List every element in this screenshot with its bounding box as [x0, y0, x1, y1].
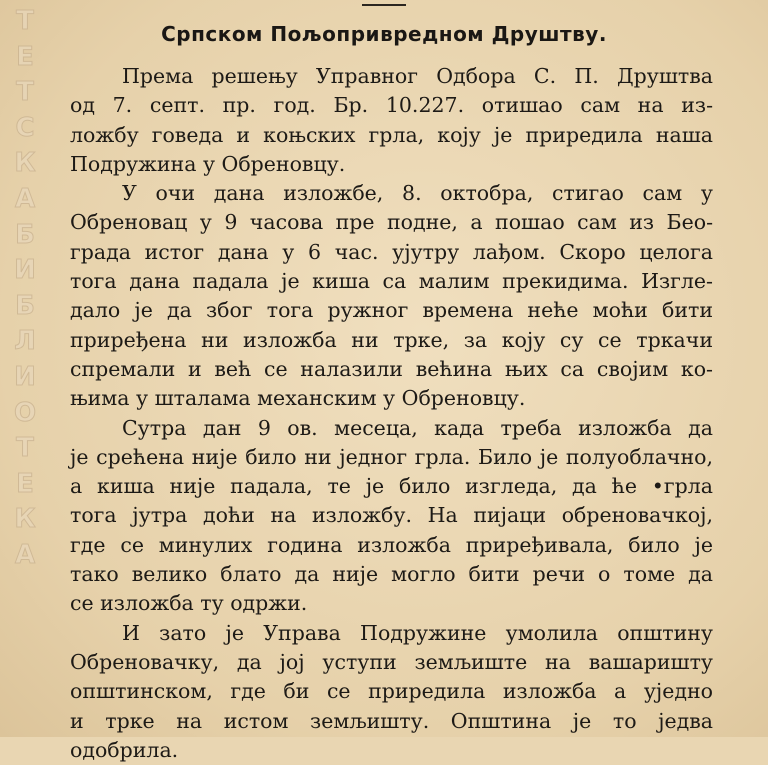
- text-line: тога јутра доћи на изложбу. На пијаци обреновачкој,: [70, 503, 713, 528]
- text-line: приређена ни изложба ни трке, за коју су се тркачи: [70, 327, 713, 352]
- stamp-letter: К: [14, 504, 36, 535]
- text-line: Обреновац у 9 часова пре подне, а пошао сам из Бео-: [70, 210, 713, 235]
- letter-body: [70, 62, 713, 765]
- text-line: се изложба ту одржи.: [70, 591, 308, 616]
- stamp-letter: К: [14, 148, 36, 179]
- text-line: спремали и већ се налазили већина њих са својим ко-: [70, 356, 713, 381]
- stamp-letter: Б: [15, 290, 35, 321]
- stamp-letter: Т: [16, 77, 34, 108]
- text-line: дало је да због тога ружног времена неће моћи бити: [70, 298, 713, 323]
- text-line: Подружина у Обреновцу.: [70, 151, 346, 176]
- stamp-letter: О: [13, 397, 37, 428]
- stamp-letter: С: [15, 112, 35, 143]
- text-line: Према решењу Управног Одбора С. П. Друштва: [122, 64, 713, 88]
- text-line: Сутра дан 9 ов. месеца, када треба изложба да: [122, 415, 713, 440]
- text-line: општинском, где би се приредила изложба а уједно: [70, 679, 713, 704]
- text-line: где се минулих година изложба приређивала, било је: [70, 532, 713, 557]
- stamp-letter: И: [14, 361, 36, 392]
- stamp-letter: Л: [14, 326, 36, 357]
- text-line: је срећена није било ни једног грла. Било је полуоблачно,: [70, 444, 713, 469]
- text-line: тако велико блато да није могло бити речи о томе да: [70, 562, 713, 587]
- stamp-letter: Т: [16, 433, 34, 464]
- page-heading: Српском Пољопривредном Друштву.: [161, 22, 607, 46]
- text-line: ложбу говеда и коњских грла, коју је приредила наша: [70, 122, 713, 147]
- text-line: Обреновачку, да јој уступи земљиште на вашаришту: [70, 649, 713, 674]
- stamp-letter: Т: [16, 6, 34, 36]
- text-line: и трке на истом земљишту. Општина је то једва: [70, 708, 713, 733]
- text-line: одобрила.: [70, 737, 179, 762]
- top-rule: [362, 4, 406, 6]
- text-line: њима у шталама механским у Обреновцу.: [70, 386, 526, 411]
- library-stamp: [10, 8, 40, 568]
- stamp-letter: А: [14, 539, 36, 570]
- stamp-letter: Е: [16, 468, 34, 499]
- stamp-letter: А: [14, 183, 36, 214]
- stamp-letter: Б: [15, 219, 35, 250]
- text-line: од 7. септ. пр. год. Бр. 10.227. отишао сам на из-: [70, 93, 713, 118]
- text-line: тога дана падала је киша са малим прекидима. Изгле-: [70, 269, 713, 294]
- text-line: града истог дана у 6 час. ујутру лађом. Скоро целога: [70, 239, 713, 264]
- text-line: а киша није падала, те је било изгледа, да ће •грла: [70, 474, 713, 499]
- stamp-letter: Е: [16, 41, 34, 72]
- text-line: И зато је Управа Подружине умолила општину: [122, 620, 713, 645]
- text-line: У очи дана изложбе, 8. октобра, стигао сам у: [122, 181, 713, 206]
- stamp-letter: И: [14, 255, 36, 286]
